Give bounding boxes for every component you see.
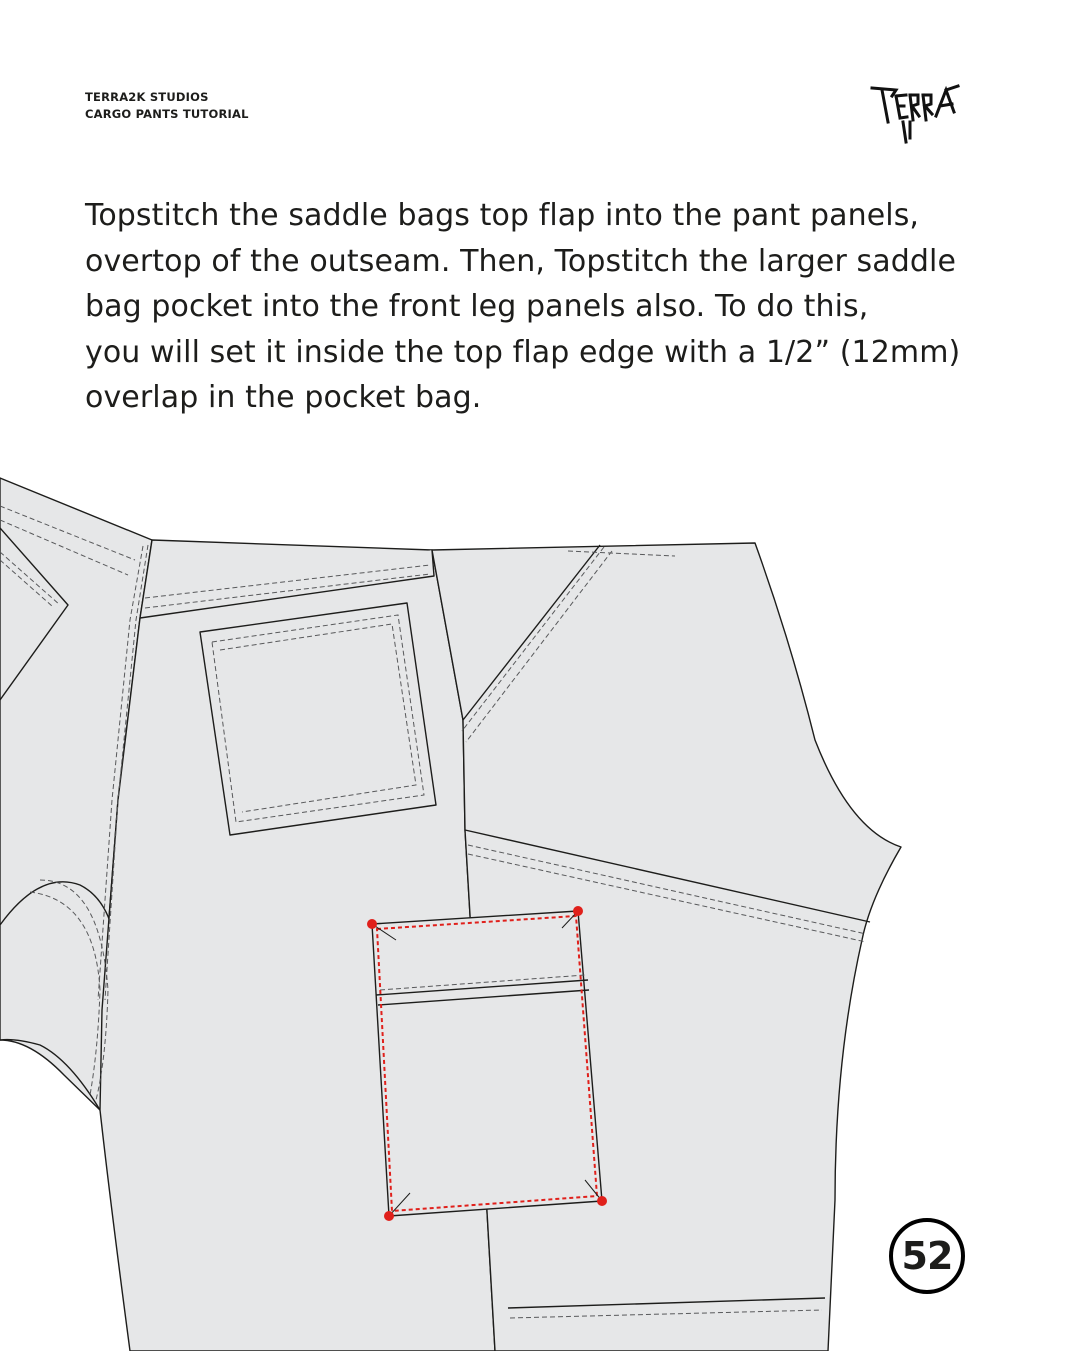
marker-dot [367,919,377,929]
instruction-line: Topstitch the saddle bags top flap into the pant panels, [85,198,920,233]
marker-dot [384,1211,394,1221]
tutorial-title: CARGO PANTS TUTORIAL [85,107,249,121]
instruction-line: you will set it inside the top flap edge with a 1/2” (12mm) [85,334,961,370]
instruction-line: overlap in the pocket bag. [85,380,482,415]
instruction-line: overtop of the outseam. Then, Topstitch the larger saddle [85,243,957,279]
page-number-badge [889,1218,965,1294]
page-number: 52 [901,1234,953,1278]
saddle-bag-pocket [372,911,602,1216]
marker-dot [573,906,583,916]
instruction-line: bag pocket into the front leg panels also. To do this, [85,289,869,324]
studio-name: TERRA2K STUDIOS [85,90,209,104]
marker-dot [597,1196,607,1206]
